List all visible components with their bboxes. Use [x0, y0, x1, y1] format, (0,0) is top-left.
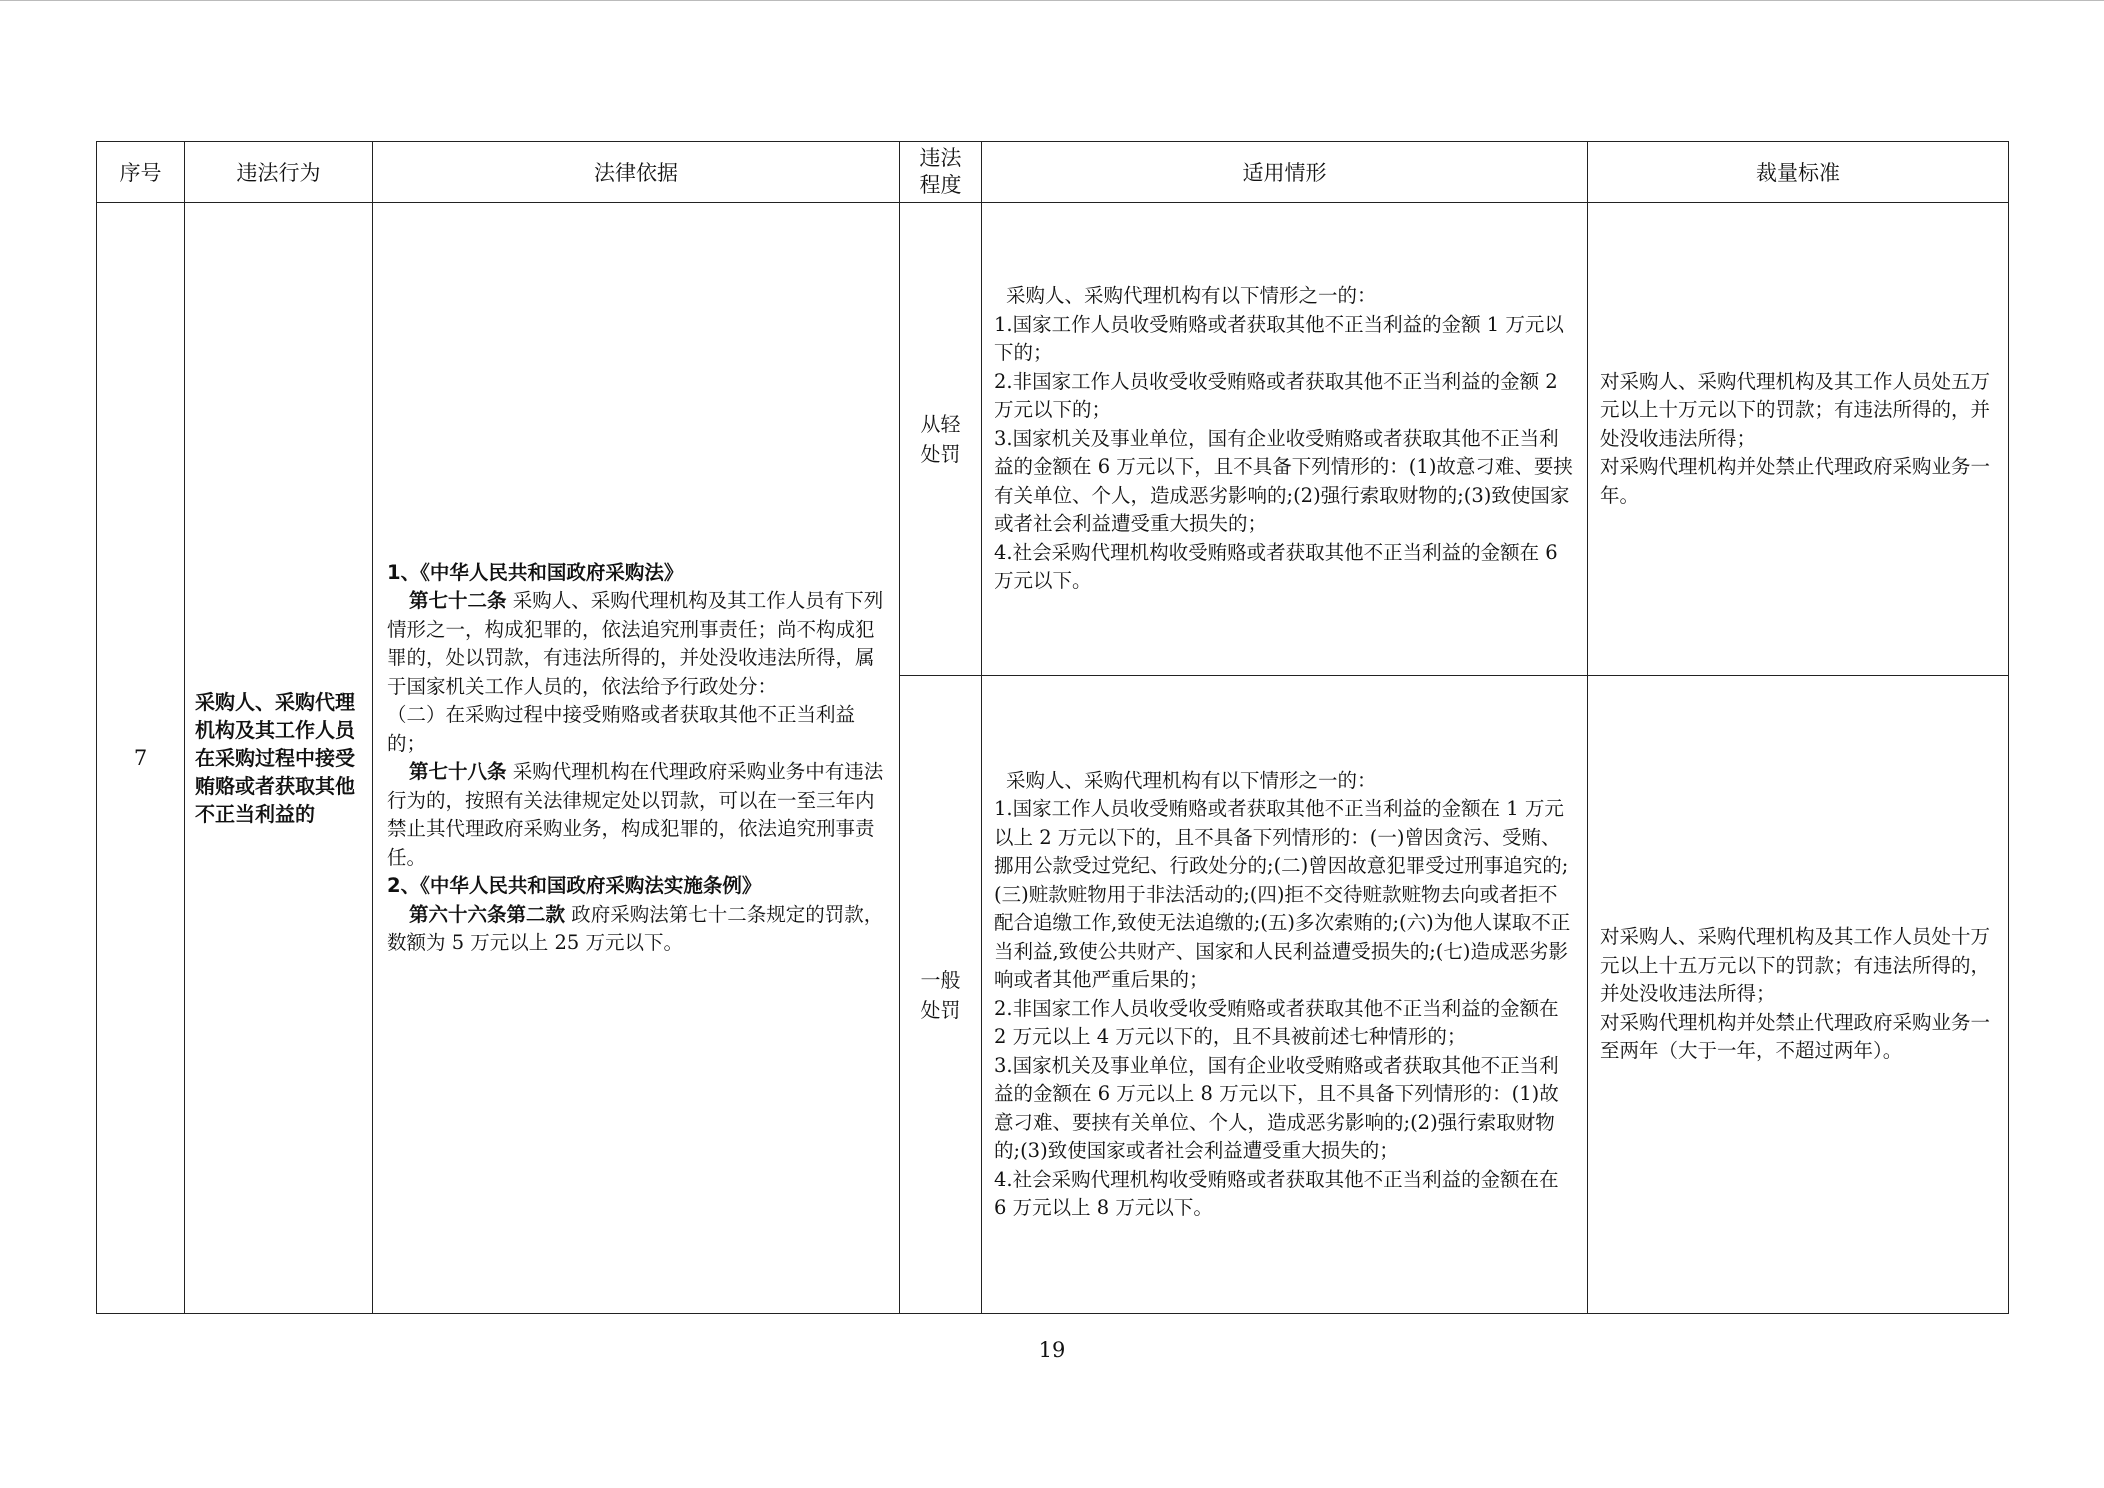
row-number: 7 — [97, 203, 185, 1314]
standard-line: 对采购代理机构并处禁止代理政府采购业务一至两年（大于一年，不超过两年）。 — [1600, 1010, 1991, 1063]
situation-line: 2.非国家工作人员收受收受贿赂或者获取其他不正当利益的金额 2 万元以下的； — [994, 369, 1558, 422]
header-situation: 适用情形 — [982, 142, 1588, 203]
table-row — [97, 203, 2009, 676]
situation-line: 4.社会采购代理机构收受贿赂或者获取其他不正当利益的金额在在 6 万元以上 8 万元以下。 — [994, 1167, 1559, 1219]
legal-basis-cell — [373, 203, 900, 1314]
header-standard: 裁量标准 — [1588, 142, 2009, 203]
article-number: 第六十六条第二款 — [409, 902, 566, 926]
standard-line: 对采购人、采购代理机构及其工作人员处十万元以上十五万元以下的罚款；有违法所得的，并处没收违法所得； — [1600, 925, 1991, 1006]
header-degree-line-1: 违法 — [919, 146, 962, 170]
law-title: 2、《中华人民共和国政府采购法实施条例》 — [387, 874, 762, 897]
clause-paragraph: （二）在采购过程中接受贿赂或者获取其他不正当利益的； — [387, 703, 856, 755]
situation-cell-general — [982, 676, 1588, 1314]
situation-line: 4.社会采购代理机构收受贿赂或者获取其他不正当利益的金额在 6 万元以下。 — [994, 540, 1558, 593]
article-text: 采购代理机构在代理政府采购业务中有违法行为的，按照有关法律规定处以罚款，可以在一至三年内禁止其代理政府采购业务，构成犯罪的，依法追究刑事责任。 — [387, 760, 884, 869]
article-number: 第七十二条 — [409, 589, 507, 612]
top-border-line — [0, 0, 2104, 1]
header-legal-basis: 法律依据 — [373, 142, 900, 203]
article-paragraph — [387, 901, 885, 958]
violation-text: 采购人、采购代理机构及其工作人员在采购过程中接受贿赂或者获取其他不正当利益的 — [195, 690, 355, 826]
header-number: 序号 — [97, 142, 185, 203]
header-violation: 违法行为 — [185, 142, 373, 203]
header-degree-line-2: 程度 — [919, 173, 962, 197]
standard-text — [1600, 368, 1996, 511]
header-row — [97, 142, 2009, 203]
article-paragraph — [387, 587, 885, 701]
degree-line: 处罚 — [920, 997, 961, 1022]
article-number: 第七十八条 — [409, 760, 507, 783]
legal-basis-text — [387, 559, 885, 958]
situation-text — [994, 767, 1575, 1223]
article-text: 采购人、采购代理机构及其工作人员有下列情形之一，构成犯罪的，依法追究刑事责任；尚不构成犯罪的，处以罚款，有违法所得的，并处没收违法所得，属于国家机关工作人员的，依法给予行政处分： — [387, 589, 884, 698]
degree-cell-general — [900, 676, 982, 1314]
page-number: 19 — [1038, 1338, 1066, 1362]
degree-line: 处罚 — [920, 442, 961, 466]
standard-cell-general — [1588, 676, 2009, 1314]
degree-cell-light — [900, 203, 982, 676]
law-title: 1、《中华人民共和国政府采购法》 — [387, 560, 684, 584]
situation-line: 3.国家机关及事业单位，国有企业收受贿赂或者获取其他不正当利益的金额在 6 万元以下，且不具备下列情形的：(1)故意刁难、要挟有关单位、个人，造成恶劣影响的;(2)强行索取财物的;(3)致使国家或者社会利益遭受重大损失的； — [994, 426, 1573, 536]
situation-line: 采购人、采购代理机构有以下情形之一的： — [1006, 284, 1377, 308]
situation-line: 1.国家工作人员收受贿赂或者获取其他不正当利益的金额在 1 万元以上 2 万元以下的，且不具备下列情形的：(一)曾因贪污、受贿、挪用公款受过党纪、行政处分的;(二)曾因故意犯罪受过刑事追究的;(三)赃款赃物用于非法活动的;(四)拒不交待赃款赃物去向或者拒不配合追缴工作,致使无法追缴的;(五)多次索贿的;(六)为他人谋取不正当利益,致使公共财产、国家和人民利益遭受损失的;(七)造成恶劣影响或者其他严重后果的； — [994, 797, 1571, 991]
violation-cell — [185, 203, 373, 1314]
discretion-standard-table — [96, 141, 2009, 1314]
standard-line: 对采购代理机构并处禁止代理政府采购业务一年。 — [1600, 455, 1991, 507]
article-paragraph — [387, 758, 885, 872]
standard-cell-light — [1588, 203, 2009, 676]
article-text: 政府采购法第七十二条规定的罚款，数额为 5 万元以上 25 万元以下。 — [387, 902, 884, 954]
header-degree — [900, 142, 982, 203]
standard-text — [1600, 923, 1996, 1066]
situation-text — [994, 282, 1575, 596]
situation-cell-light — [982, 203, 1588, 676]
standard-line: 对采购人、采购代理机构及其工作人员处五万元以上十万元以下的罚款；有违法所得的，并处没收违法所得； — [1600, 369, 1991, 450]
situation-line: 2.非国家工作人员收受收受贿赂或者获取其他不正当利益的金额在 2 万元以上 4 万元以下的，且不具被前述七种情形的； — [994, 996, 1559, 1048]
degree-line: 从轻 — [920, 412, 961, 436]
degree-line: 一般 — [920, 967, 961, 992]
situation-line: 3.国家机关及事业单位，国有企业收受贿赂或者获取其他不正当利益的金额在 6 万元以上 8 万元以下，且不具备下列情形的：(1)故意刁难、要挟有关单位、个人，造成恶劣影响的;(2)强行索取财物的;(3)致使国家或者社会利益遭受重大损失的； — [994, 1053, 1559, 1162]
situation-line: 采购人、采购代理机构有以下情形之一的： — [1006, 768, 1377, 792]
situation-line: 1.国家工作人员收受贿赂或者获取其他不正当利益的金额 1 万元以下的； — [994, 312, 1564, 365]
